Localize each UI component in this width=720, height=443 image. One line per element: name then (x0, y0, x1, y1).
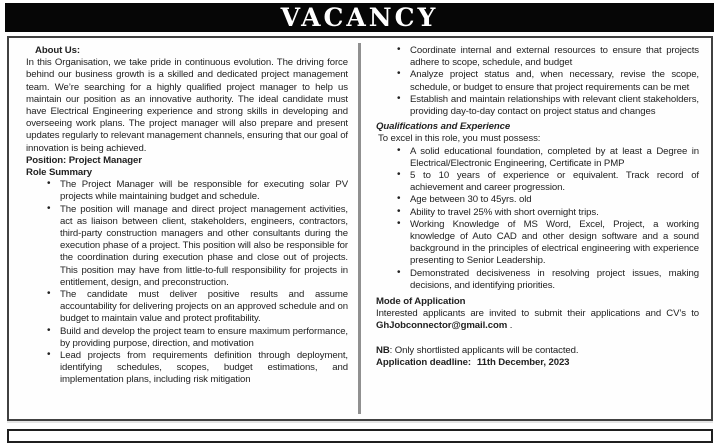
position-heading: Position: Project Manager (26, 154, 142, 166)
qualifications-list (376, 146, 699, 292)
instructions-text-suffix: . (507, 320, 513, 332)
list-item: • Analyze project status and, when necessary, revise the scope, schedule, or budget to ensure that project requirements can be met (410, 69, 699, 93)
list-item: • The position will manage and direct project management activities, act as liaison between client, stakeholders, engineers, contractors, third-party construction managers and other consultants during the execution phase of a project. This position will also be responsible for the coordination during execution phase and close out of projects. This position may have from little-to-full responsibility for projects in entitlement, design, and preconstruction. (60, 204, 348, 289)
responsibilities-list (376, 45, 699, 118)
application-email: GhJobconnector@gmail.com (376, 320, 508, 332)
next-section-edge (7, 429, 713, 443)
vacancy-banner (5, 3, 714, 32)
list-item: • Lead projects from requirements definition through deployment, identifying schedules, scopes, budget estimations, and implementation plans, including risk mitigation (60, 350, 348, 387)
application-instructions (376, 308, 699, 332)
role-summary-list (26, 179, 348, 386)
mode-of-application-heading: Mode of Application (376, 296, 466, 308)
list-item: • Build and develop the project team to ensure maximum performance, by providing purpose, direction, and motivation (60, 326, 348, 350)
qualifications-intro: To excel in this role, you must possess: (378, 133, 541, 145)
list-item: • Demonstrated decisiveness in resolving project issues, making decisions, and identifying priorities. (410, 268, 699, 292)
instructions-text: Interested applicants are invited to submit their applications and CV’s to (376, 308, 699, 320)
list-item: • The Project Manager will be responsible for executing solar PV projects while maintaining budget and schedule. (60, 179, 348, 203)
deadline-label: Application deadline: (376, 356, 471, 368)
nb-text: : Only shortlisted applicants will be contacted. (389, 344, 579, 356)
vacancy-title: VACANCY (280, 3, 439, 32)
right-column (361, 38, 711, 419)
list-item: • Coordinate internal and external resources to ensure that projects adhere to scope, schedule, and budget (410, 45, 699, 69)
qualifications-heading: Qualifications and Experience (376, 121, 511, 133)
deadline-value: 11th December, 2023 (476, 356, 570, 368)
role-summary-heading: Role Summary (26, 167, 92, 179)
about-us-text: In this Organisation, we take pride in continuous evolution. The driving force behind our business growth is a skilled and dedicated project management team. We’re searching for a highly qualified project manager to help us maintain our position as an innovative authority. The ideal candidate must have Electrical Engineering experience and strong skills in developing and overseeing work plans. The project manager will also prepare and present updates regularly to relevant management channels, ensuring that our goal of innovation is being achieved. (26, 57, 348, 154)
list-item: • A solid educational foundation, completed by at least a Degree in Electrical/Electronic Engineering, Certificate in PMP (410, 146, 699, 170)
list-item: • 5 to 10 years of experience or equivalent. Track record of achievement and career progression. (410, 170, 699, 194)
application-deadline (376, 357, 699, 369)
list-item: • Age between 30 to 45yrs. old (410, 194, 699, 206)
nb-label: NB (376, 344, 390, 356)
about-us-heading: About Us: (35, 45, 80, 56)
list-item: • Ability to travel 25% with short overnight trips. (410, 207, 699, 219)
vacancy-document (7, 36, 713, 421)
list-item: • Working Knowledge of MS Word, Excel, Project, a working knowledge of Auto CAD and other design software and a sound background in the principles of electrical engineering with experience presenting to Senior Leadership. (410, 219, 699, 268)
list-item: • The candidate must deliver positive results and assume accountability for delivering projects on an approved schedule and on budget to maintain value and protect profitability. (60, 289, 348, 326)
list-item: • Establish and maintain relationships with relevant client stakeholders, providing day-to-day contact on project status and changes (410, 94, 699, 118)
nb-note (376, 345, 699, 357)
left-column (9, 38, 358, 419)
